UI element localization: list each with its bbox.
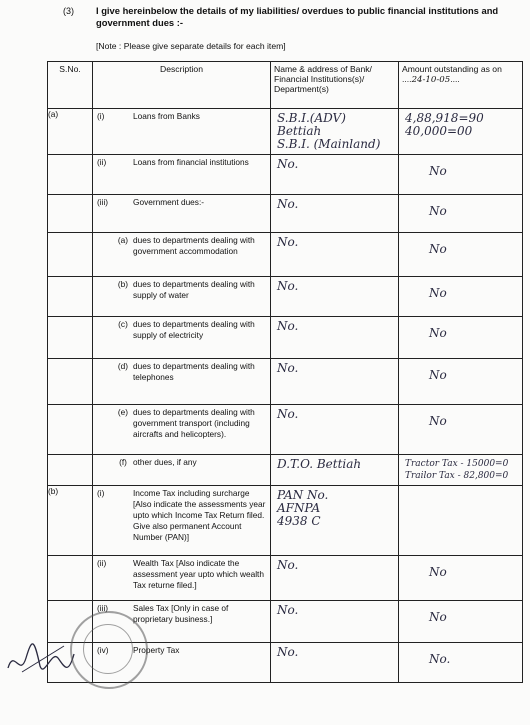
official-seal-inner <box>83 624 133 674</box>
amount-header-label: Amount outstanding as on <box>402 64 502 74</box>
row-desc-text: dues to departments dealing with government accommodation <box>133 235 255 256</box>
row-amount <box>399 195 523 233</box>
table-row <box>48 109 523 155</box>
row-amount-value: No <box>429 326 447 340</box>
row-name-value: No. <box>277 319 299 333</box>
row-name-address <box>271 405 399 455</box>
row-amount <box>399 405 523 455</box>
row-desc-text: dues to departments dealing with government transport (including aircrafts and helicopters). <box>133 407 255 439</box>
row-sno: (a) <box>48 109 93 155</box>
row-alpha <box>115 601 131 603</box>
row-alpha <box>115 109 131 111</box>
row-desc-text: Sales Tax [Only in case of proprietary business.] <box>133 603 229 624</box>
row-amount <box>399 317 523 359</box>
col-header-sno: S.No. <box>48 62 93 109</box>
row-description <box>93 405 271 455</box>
row-amount <box>399 486 523 556</box>
row-amount-value: No <box>429 164 447 178</box>
row-amount-value: No <box>429 242 447 256</box>
row-name-value: D.T.O. Bettiah <box>277 457 362 471</box>
row-alpha: (e) <box>117 407 129 417</box>
row-roman: (iii) <box>97 197 109 207</box>
row-roman: (iv) <box>97 645 109 655</box>
row-sno <box>48 195 93 233</box>
row-name-address <box>271 455 399 486</box>
row-sno <box>48 277 93 317</box>
row-name-address <box>271 643 399 683</box>
row-amount-value: No <box>429 204 447 218</box>
row-name-address <box>271 556 399 601</box>
col-header-amount: Amount outstanding as on ....24-10-05.... <box>399 62 523 109</box>
row-roman: (ii) <box>97 558 107 568</box>
row-name-address <box>271 317 399 359</box>
row-name-value: No. <box>277 558 299 572</box>
row-amount-value: No <box>429 414 447 428</box>
row-description <box>93 317 271 359</box>
row-sno <box>48 233 93 277</box>
row-name-address <box>271 359 399 405</box>
row-roman: (i) <box>97 488 105 498</box>
table-row <box>48 233 523 277</box>
row-amount <box>399 277 523 317</box>
row-amount-value: 4,88,918=90 40,000=00 <box>405 111 484 138</box>
row-sno <box>48 317 93 359</box>
row-alpha <box>115 486 131 488</box>
row-description <box>93 556 271 601</box>
table-row <box>48 556 523 601</box>
table-row <box>48 155 523 195</box>
row-name-address <box>271 233 399 277</box>
row-desc-text: Loans from financial institutions <box>133 157 249 167</box>
row-amount <box>399 556 523 601</box>
row-desc-text: dues to departments dealing with telephones <box>133 361 255 382</box>
row-sno <box>48 405 93 455</box>
row-description <box>93 109 271 155</box>
row-description <box>93 155 271 195</box>
row-amount <box>399 233 523 277</box>
row-desc-text: dues to departments dealing with supply of water <box>133 279 255 300</box>
table-row <box>48 405 523 455</box>
table-row <box>48 317 523 359</box>
section-number: (3) <box>63 6 74 16</box>
row-name-value: No. <box>277 235 299 249</box>
row-description <box>93 277 271 317</box>
row-alpha: (f) <box>119 457 127 467</box>
liabilities-table <box>47 61 523 683</box>
row-description <box>93 233 271 277</box>
table-row <box>48 277 523 317</box>
row-alpha <box>115 556 131 558</box>
row-name-value: No. <box>277 361 299 375</box>
section-note: [Note : Please give separate details for each item] <box>96 41 286 51</box>
row-roman <box>93 455 115 457</box>
row-roman <box>93 277 115 279</box>
row-roman <box>93 405 115 407</box>
row-desc-text: Loans from Banks <box>133 111 200 121</box>
row-alpha <box>115 155 131 157</box>
row-amount <box>399 155 523 195</box>
row-name-address <box>271 195 399 233</box>
row-name-value: No. <box>277 197 299 211</box>
row-name-value: No. <box>277 279 299 293</box>
table-row <box>48 455 523 486</box>
row-name-value: No. <box>277 157 299 171</box>
section-heading: I give hereinbelow the details of my liabilities/ overdues to public financial institutions and government dues :- <box>96 5 499 28</box>
row-roman: (iii) <box>97 603 109 613</box>
col-header-description: Description <box>93 62 271 109</box>
row-amount <box>399 359 523 405</box>
row-desc-text: Wealth Tax [Also indicate the assessment year upto which wealth Tax returne filed.] <box>133 558 264 590</box>
row-roman: (i) <box>97 111 105 121</box>
row-desc-text: Government dues:- <box>133 197 205 207</box>
row-amount-value: Tractor Tax - 15000=0 Trailor Tax - 82,800=0 <box>405 459 509 481</box>
row-amount-value: No <box>429 286 447 300</box>
row-name-value: No. <box>277 407 299 421</box>
row-description <box>93 195 271 233</box>
row-name-value: S.B.I.(ADV) Bettiah S.B.I. (Mainland) <box>277 111 381 151</box>
row-name-value: No. <box>277 645 299 659</box>
row-alpha: (b) <box>117 279 129 289</box>
table-row <box>48 359 523 405</box>
row-desc-text: Income Tax including surcharge [Also indicate the assessments year upto which Income Tax Return filed. Give also permanent Account Number (PAN)] <box>133 488 266 542</box>
row-roman: (ii) <box>97 157 107 167</box>
row-desc-text: dues to departments dealing with supply of electricity <box>133 319 255 340</box>
row-name-address <box>271 155 399 195</box>
row-sno <box>48 359 93 405</box>
row-alpha: (c) <box>118 319 128 329</box>
row-amount-value: No <box>429 610 447 624</box>
row-name-address <box>271 277 399 317</box>
row-amount-value: No <box>429 368 447 382</box>
row-amount-value: No <box>429 565 447 579</box>
row-sno <box>48 455 93 486</box>
row-sno: (b) <box>48 486 93 556</box>
row-sno <box>48 556 93 601</box>
row-desc-text: other dues, if any <box>133 457 197 467</box>
table-row <box>48 195 523 233</box>
row-alpha <box>115 195 131 197</box>
header-row <box>48 62 523 109</box>
row-desc-text: Property Tax <box>133 645 180 655</box>
row-sno <box>48 155 93 195</box>
row-name-address <box>271 486 399 556</box>
row-alpha: (d) <box>117 361 129 371</box>
row-name-value: PAN No. AFNPA 4938 C <box>277 488 329 528</box>
row-name-value: No. <box>277 603 299 617</box>
row-amount <box>399 643 523 683</box>
amount-header-date: 24-10-05 <box>411 75 451 85</box>
row-name-address <box>271 601 399 643</box>
row-roman <box>93 359 115 361</box>
row-roman <box>93 317 115 319</box>
row-amount-value: No. <box>429 652 451 666</box>
row-name-address <box>271 109 399 155</box>
col-header-name-address: Name & address of Bank/ Financial Institutions(s)/ Department(s) <box>271 62 399 109</box>
row-description <box>93 486 271 556</box>
row-description <box>93 455 271 486</box>
row-description <box>93 359 271 405</box>
row-amount <box>399 109 523 155</box>
row-amount <box>399 455 523 486</box>
row-amount <box>399 601 523 643</box>
row-roman <box>93 233 115 235</box>
row-amount-value <box>399 486 522 492</box>
table-row <box>48 486 523 556</box>
row-alpha: (a) <box>117 235 129 245</box>
